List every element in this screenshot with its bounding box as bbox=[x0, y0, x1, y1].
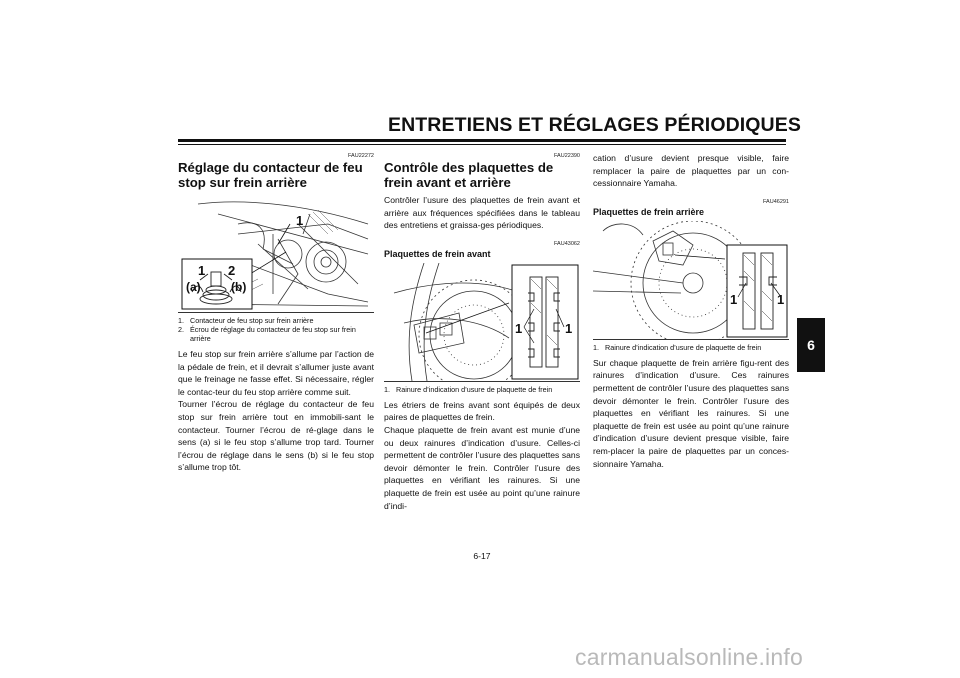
caption-item: 1. Contacteur de feu stop sur frein arrière bbox=[178, 316, 314, 325]
paragraph: Sur chaque plaquette de frein arrière figu-rent des rainures d’indication d’usure. Ces rainures permettent de contrôler l’usure des plaquettes sans devoir démonter le frein. Contrôler l’usure des plaquettes en vérifiant les rainures. Si une plaquette de frein est usée au point qu’une rainure d’indication d’usure devient presque visible, faire rem-placer la paire de plaquettes par un conces-sionnaire Yamaha. bbox=[593, 357, 789, 469]
callout-label: 1 bbox=[296, 213, 304, 228]
callout-label: 1 bbox=[565, 320, 573, 336]
figure-front-brake-pads bbox=[384, 263, 580, 382]
page-header-title: ENTRETIENS ET RÉGLAGES PÉRIODIQUES bbox=[388, 114, 801, 136]
page-number: 6-17 bbox=[473, 551, 491, 561]
caption-item: 1. Rainure d’indication d’usure de plaquette de frein bbox=[384, 384, 553, 394]
section-heading: Contrôle des plaquettes de frein avant et arrière bbox=[384, 160, 554, 190]
subsection-heading: Plaquettes de frein avant bbox=[384, 248, 491, 259]
paragraph: cation d’usure devient presque visible, faire remplacer la paire de plaquettes par un con-cessionnaire Yamaha. bbox=[593, 153, 789, 189]
subsection-heading: Plaquettes de frein arrière bbox=[593, 206, 705, 217]
section-code: FAU22272 bbox=[348, 153, 374, 159]
callout-label: 1 bbox=[730, 291, 738, 307]
figure-rear-brake-pads bbox=[593, 221, 789, 340]
figure-caption bbox=[593, 343, 789, 352]
column-brake-pads-rear bbox=[593, 152, 789, 470]
header-rule-thin bbox=[178, 144, 786, 145]
section-code: FAU46291 bbox=[763, 198, 789, 205]
callout-label: 1 bbox=[777, 291, 785, 307]
brake-switch-illustration bbox=[178, 194, 374, 312]
section-code: FAU43062 bbox=[554, 240, 580, 247]
header-rule-thick bbox=[178, 139, 786, 142]
section-heading: Réglage du contacteur de feu stop sur frein arrière bbox=[178, 160, 363, 190]
figure-brake-light-switch bbox=[178, 194, 374, 313]
paragraph: Les étriers de freins avant sont équipés de deux paires de plaquettes de frein. bbox=[384, 399, 580, 423]
rear-brake-illustration bbox=[593, 221, 789, 339]
direction-label: (b) bbox=[231, 280, 247, 294]
paragraph: Tourner l’écrou de réglage du contacteur de feu stop sur frein arrière tout en immobili-sant le contacteur. Tourner l’écrou de ré-glage dans le sens (a) si le feu stop s’allume trop tard. Tourner l’écrou de réglage dans le sens (b) si le feu stop s’allume trop tôt. bbox=[178, 399, 374, 473]
front-brake-illustration bbox=[384, 263, 580, 381]
caption-item: 1. Rainure d’indication d’usure de plaquette de frein bbox=[593, 342, 762, 352]
paragraph: Chaque plaquette de frein avant est munie d’une ou deux rainures d’indication d’usure. Celles-ci permettent de contrôler l’usure des plaquettes sans devoir démonter le frein. Contrôler l’usure des plaquettes en vérifiant les rainures. Si une plaquette de frein est usée au point qu’une rainure d’indi- bbox=[384, 424, 580, 511]
callout-label: 1 bbox=[515, 320, 523, 336]
direction-label: (a) bbox=[186, 280, 201, 294]
column-brake-pads-front bbox=[384, 152, 580, 512]
section-code: FAU22390 bbox=[554, 153, 580, 159]
figure-caption bbox=[178, 316, 374, 343]
caption-item: 2. Écrou de réglage du contacteur de feu stop sur frein arrière bbox=[178, 325, 356, 343]
paragraph: Le feu stop sur frein arrière s’allume par l’action de la pédale de frein, et il devrait s’allumer juste avant que le freinage ne fasse effet. Si nécessaire, régler le contac-teur du feu stop arrière comme suit. bbox=[178, 349, 374, 397]
column-brake-light-switch bbox=[178, 152, 374, 474]
callout-label: 2 bbox=[228, 263, 236, 278]
paragraph: Contrôler l’usure des plaquettes de frein avant et arrière aux fréquences spécifiées dans le tableau des entretiens et graissa-ges périodiques. bbox=[384, 195, 580, 231]
watermark: carmanualsonline.info bbox=[575, 644, 803, 670]
chapter-tab: 6 bbox=[797, 318, 825, 372]
callout-label: 1 bbox=[198, 263, 206, 278]
figure-caption bbox=[384, 385, 580, 394]
